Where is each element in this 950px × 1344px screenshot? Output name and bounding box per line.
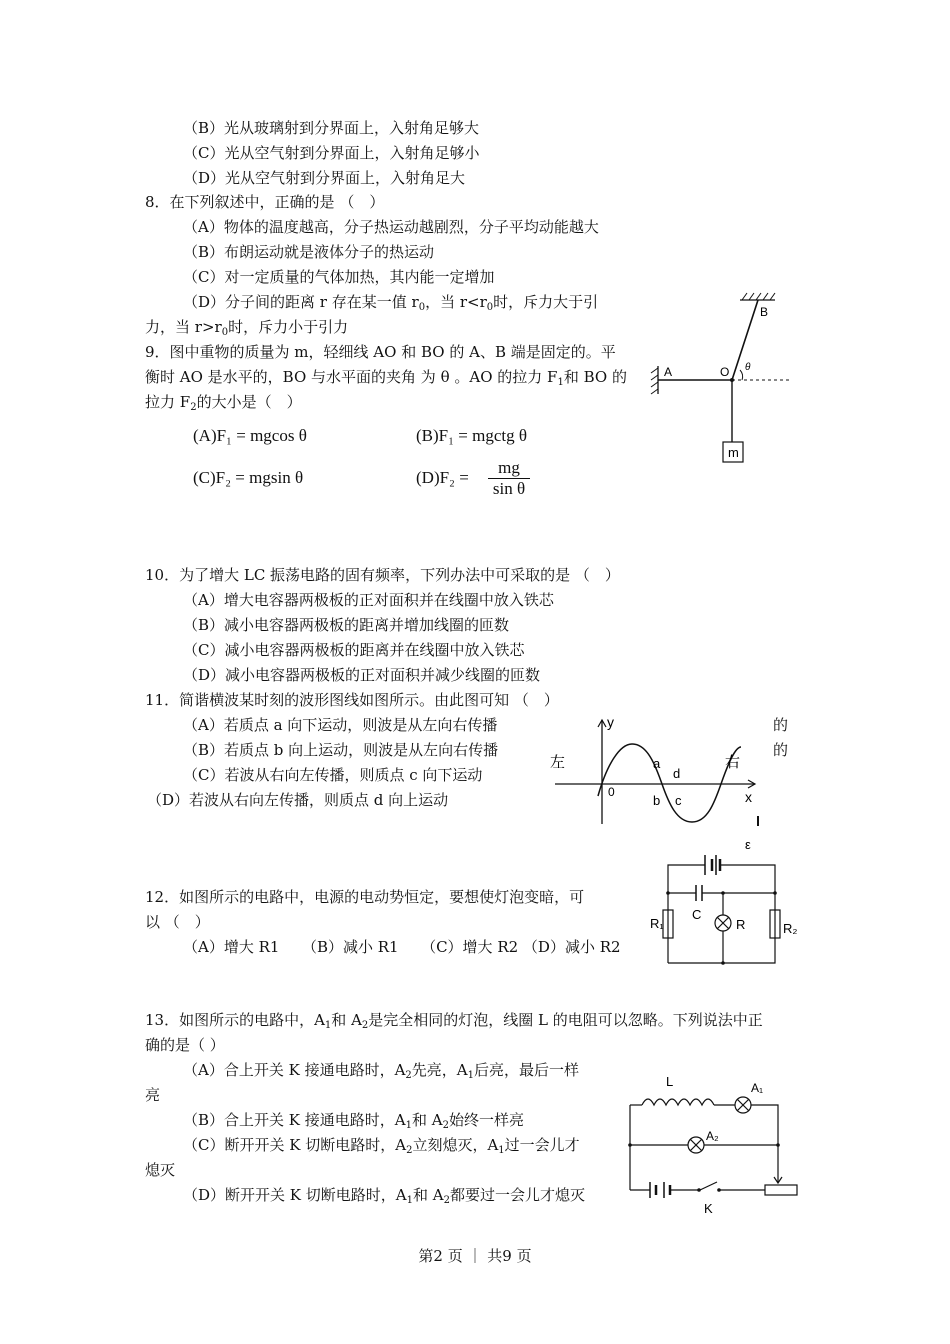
q11-option-b: （B）若质点 b 向上运动，则波是从左向右传播 [183,741,499,759]
q8-option-c: （C）对一定质量的气体加热，其内能一定增加 [183,268,495,286]
q11-fig-label-right: 右 [725,754,741,771]
q11-fig-label-origin: 0 [608,785,615,799]
q13-option-c-continued: 熄灭 [145,1161,176,1179]
q11-fig-label-x: x [745,789,752,805]
q13-fig-label-a2: A₂ [706,1129,719,1143]
q11-fig-label-b: b [653,793,661,808]
q9-fig-label-m: m [728,445,739,460]
q9-fig-label-a: A [664,365,673,379]
q9-fig-label-o: O [720,365,730,379]
q12-line2: 以 （ ） [145,913,210,931]
q8-option-d-continued: 力，当 $r>r_0$时，斥力小于引力 [145,318,349,338]
q12-figure [650,835,810,970]
q11-stem: 11．简谐横波某时刻的波形图线如图所示。由此图可知 （ ） [145,691,559,709]
q13-option-b: （B）合上开关 K 接通电路时，$A_1$和 $A_2$始终一样亮 [183,1111,524,1131]
q12-fig-label-c: C [692,907,702,922]
q12-fig-label-emf: ε [745,837,751,852]
q8-option-d: （D）分子间的距离 r 存在某一值 $r_0$，当 $r<r_0$时，斥力大于引 [183,293,599,313]
q13-fig-label-a1: A₁ [751,1081,764,1095]
q11-option-d: （D）若波从右向左传播，则质点 d 向上运动 [147,791,449,809]
q11-option-b-tail: 的 [773,741,789,759]
q11-fig-label-d: d [673,766,681,781]
q13-option-d: （D）断开开关 K 切断电路时，$A_1$和 $A_2$都要过一会儿才熄灭 [183,1186,585,1206]
q13-option-a: （A）合上开关 K 接通电路时，$A_2$先亮，$A_1$后亮，最后一样 [183,1061,580,1081]
q9-line2: 衡时 AO 是水平的，BO 与水平面的夹角 为 θ 。AO 的拉力 $F_1$和 BO 的 [145,368,627,388]
q9-line3: 拉力 $F_2$的大小是（ ） [145,393,302,413]
q10-option-b: （B）减小电容器两极板的距离并增加线圈的匝数 [183,616,510,634]
q9-fig-label-b: B [760,305,769,319]
q13-line2: 确的是（ ） [145,1036,225,1054]
q11-fig-label-left: 左 [550,754,566,771]
q7-option-d: （D）光从空气射到分界面上，入射角足大 [183,169,466,187]
q7-option-b: （B）光从玻璃射到分界面上，入射角足够大 [183,119,480,137]
q12-fig-label-r2: R₂ [783,921,798,936]
q10-stem: 10．为了增大 LC 振荡电路的固有频率，下列办法中可采取的是 （ ） [145,566,620,584]
q9-option-c: (C)F₂ = mgsin θ [193,468,304,487]
q12-options: （A）增大 R1 （B）减小 R1 （C）增大 R2 （D）减小 R2 [183,938,621,956]
q13-fig-label-k: K [704,1201,713,1216]
q12-fig-label-r1: R₁ [650,916,664,931]
page-footer: 第2 页 ｜ 共9 页 [418,1247,532,1265]
q11-fig-label-a: a [653,756,661,771]
q11-option-a-tail: 的 [773,716,789,734]
q11-option-a: （A）若质点 a 向下运动，则波是从左向右传播 [183,716,498,734]
q13-figure [620,1070,810,1220]
q7-option-c: （C）光从空气射到分界面上，入射角足够小 [183,144,480,162]
q9-option-d-fraction: mg sin θ [488,458,530,499]
q8-option-a: （A）物体的温度越高，分子热运动越剧烈，分子平均动能越大 [183,218,599,236]
q11-option-c: （C）若波从右向左传播，则质点 c 向下运动 [183,766,483,784]
q10-option-d: （D）减小电容器两极板的正对面积并减少线圈的匝数 [183,666,541,684]
q13-option-a-continued: 亮 [145,1086,161,1104]
q12-line1: 12．如图所示的电路中，电源的电动势恒定，要想使灯泡变暗，可 [145,888,585,906]
q9-option-a: (A)F₁ = mgcos θ [193,426,307,445]
q13-option-c: （C）断开开关 K 切断电路时，$A_2$立刻熄灭，$A_1$过一会儿才 [183,1136,580,1156]
q8-option-b: （B）布朗运动就是液体分子的热运动 [183,243,435,261]
q11-fig-label-c: c [675,793,682,808]
q11-figure [545,712,775,830]
q9-option-d: (D)F₂ = [416,468,469,487]
q13-line1: 13．如图所示的电路中，$A_1$和 $A_2$是完全相同的灯泡，线圈 L 的电阻可以忽略。下列说法中正 [145,1011,763,1031]
q12-fig-label-r: R [736,917,746,932]
q9-fig-label-theta: θ [745,362,751,373]
q10-option-a: （A）增大电容器两极板的正对面积并在线圈中放入铁芯 [183,591,554,609]
q9-figure [650,290,800,470]
q8-stem: 8．在下列叙述中，正确的是 （ ） [145,193,385,211]
q11-fig-label-y: y [607,714,614,730]
q13-fig-label-l: L [666,1074,674,1089]
q9-line1: 9．图中重物的质量为 m，轻细线 AO 和 BO 的 A、B 端是固定的。平 [145,343,616,361]
q9-option-b: (B)F₁ = mgctg θ [416,426,528,445]
q10-option-c: （C）减小电容器两极板的距离并在线圈中放入铁芯 [183,641,525,659]
